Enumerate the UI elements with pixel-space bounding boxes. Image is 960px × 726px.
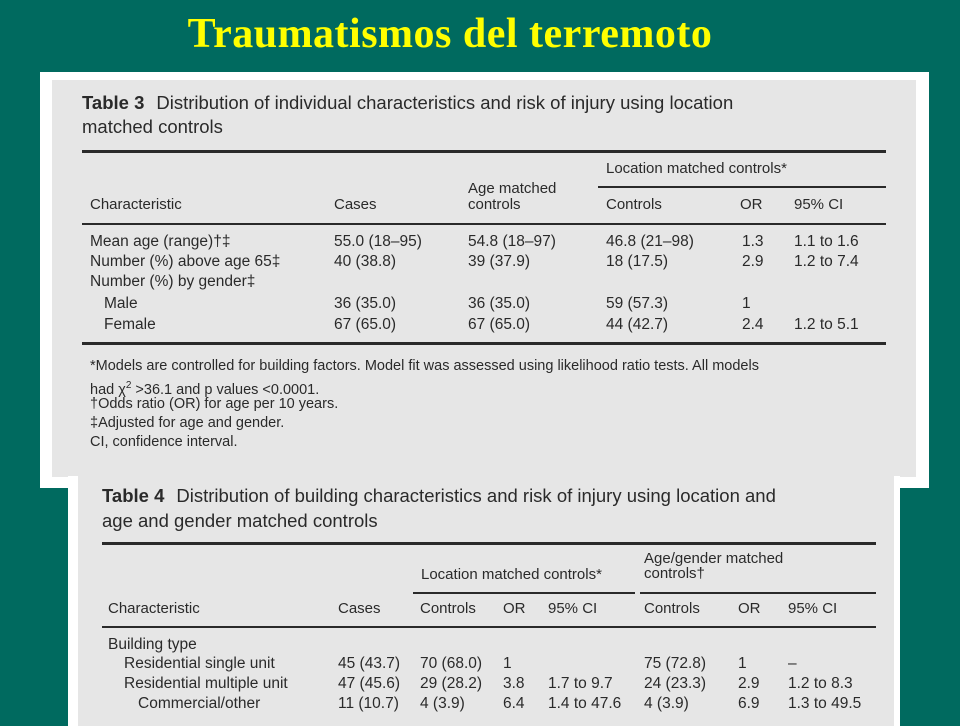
table4-cell-ci: 1.7 to 9.7	[548, 675, 613, 692]
table4-row-label: Commercial/other	[138, 695, 261, 712]
table4-header-rule	[102, 626, 876, 628]
table4-header-controls: Controls	[420, 600, 476, 617]
table4-row-label: Residential single unit	[124, 655, 275, 672]
table3-cell-ci: 1.1 to 1.6	[794, 233, 859, 250]
table3-row-label: Female	[104, 316, 156, 333]
table3-note-models: *Models are controlled for building factors. Model fit was assessed using likelihood ratio tests. All models	[90, 358, 759, 374]
table4-cell-ci2: –	[788, 655, 797, 672]
table4-cell-controls: 4 (3.9)	[420, 695, 465, 712]
table3-row-label: Mean age (range)†‡	[90, 233, 231, 250]
table3-row-label: Number (%) by gender‡	[90, 273, 256, 290]
slide-title: Traumatismos del terremoto	[187, 11, 713, 57]
table4-agegender-rule	[640, 592, 876, 594]
table3-note-chi-sup: 2	[125, 380, 132, 391]
table4-header-ci2: 95% CI	[788, 600, 838, 617]
table3-note-or: †Odds ratio (OR) for age per 10 years.	[90, 396, 339, 412]
table4-group-agegender: Age/gender matched	[644, 550, 784, 567]
table4-header-or2: OR	[738, 600, 761, 617]
table3-cell-age: 36 (35.0)	[468, 295, 531, 312]
table3-row-label: Male	[104, 295, 138, 312]
table3-note-adjusted: ‡Adjusted for age and gender.	[90, 415, 285, 431]
table3-cell-controls: 46.8 (21–98)	[606, 233, 694, 250]
table3-header-controls: Controls	[606, 196, 662, 213]
table4-cell-cases: 47 (45.6)	[338, 675, 401, 692]
table3-header-rule	[82, 223, 886, 225]
table4-cell-cases: 11 (10.7)	[338, 695, 399, 712]
table3-cell-or: 2.4	[742, 316, 764, 333]
table3-group-rule	[598, 186, 886, 188]
table3-cell-cases: 36 (35.0)	[334, 295, 397, 312]
table3-cell-controls: 59 (57.3)	[606, 295, 669, 312]
table4-cell-controls: 70 (68.0)	[420, 655, 483, 672]
table4-panel	[68, 476, 900, 726]
table3-cell-or: 1.3	[742, 233, 764, 250]
table4-label: Table 4	[102, 485, 165, 506]
table3-header-age-matched: Age matched	[468, 180, 557, 197]
table4-cell-controls2: 75 (72.8)	[644, 655, 707, 672]
table3-cell-age: 54.8 (18–97)	[468, 233, 556, 250]
table4-cell-controls: 29 (28.2)	[420, 675, 483, 692]
table4-header-characteristic: Characteristic	[108, 600, 200, 617]
table4-cell-controls2: 24 (23.3)	[644, 675, 707, 692]
table3-cell-cases: 67 (65.0)	[334, 316, 397, 333]
table3-cell-controls: 44 (42.7)	[606, 316, 669, 333]
table3-cell-or: 1	[742, 295, 751, 312]
table4-cell-or2: 1	[738, 655, 747, 672]
table3-panel	[40, 72, 929, 488]
table3-header-ci: 95% CI	[794, 196, 844, 213]
table4-cell-or: 6.4	[503, 695, 525, 712]
table3-header-or: OR	[740, 196, 763, 213]
table4-cell-or: 1	[503, 655, 512, 672]
table3-top-rule	[82, 150, 886, 153]
table4-cell-ci2: 1.3 to 49.5	[788, 695, 862, 712]
table3-header-cases: Cases	[334, 196, 377, 213]
table3-header-age-controls: controls	[468, 196, 521, 213]
table3-caption-line2: matched controls	[82, 116, 223, 137]
table4-caption-line1: Distribution of building characteristics and risk of injury using location and	[176, 485, 776, 506]
table4-cell-ci: 1.4 to 47.6	[548, 695, 622, 712]
table3-cell-ci: 1.2 to 5.1	[794, 316, 859, 333]
table4-location-rule	[413, 592, 635, 594]
table4-caption	[102, 485, 776, 507]
table4-body	[78, 476, 894, 726]
table4-cell-controls2: 4 (3.9)	[644, 695, 689, 712]
table4-cell-cases: 45 (43.7)	[338, 655, 401, 672]
table3-header-characteristic: Characteristic	[90, 196, 182, 213]
table3-cell-age: 39 (37.9)	[468, 253, 531, 270]
table3-label: Table 3	[82, 92, 145, 113]
table4-header-controls2: Controls	[644, 600, 700, 617]
table3-bottom-rule	[82, 342, 886, 345]
table3-note-chi-a: had χ	[90, 381, 126, 398]
table3-note-ci: CI, confidence interval.	[90, 434, 238, 450]
table3-cell-cases: 55.0 (18–95)	[334, 233, 422, 250]
table3-note-chi-b: >36.1 and p values <0.0001.	[131, 381, 320, 398]
table4-cell-or2: 2.9	[738, 675, 760, 692]
table4-group-agegender-controls: controls†	[644, 565, 705, 582]
table3-cell-ci: 1.2 to 7.4	[794, 253, 859, 270]
table3-cell-age: 67 (65.0)	[468, 316, 531, 333]
table3-cell-or: 2.9	[742, 253, 764, 270]
table4-caption-line2: age and gender matched controls	[102, 510, 378, 531]
table4-top-rule	[102, 542, 876, 545]
table3-caption-line1: Distribution of individual characteristics and risk of injury using location	[156, 92, 734, 113]
table4-cell-or2: 6.9	[738, 695, 760, 712]
table4-section-building-type: Building type	[108, 636, 197, 653]
table3-group-header: Location matched controls*	[606, 160, 787, 177]
table4-header-ci: 95% CI	[548, 600, 598, 617]
table3-cell-controls: 18 (17.5)	[606, 253, 669, 270]
table4-row-label: Residential multiple unit	[124, 675, 288, 692]
table4-group-location: Location matched controls*	[421, 566, 602, 583]
table3-caption	[82, 92, 733, 114]
table4-header-or: OR	[503, 600, 526, 617]
table3-cell-cases: 40 (38.8)	[334, 253, 397, 270]
table3-row-label: Number (%) above age 65‡	[90, 253, 281, 270]
table4-header-cases: Cases	[338, 600, 381, 617]
table4-cell-or: 3.8	[503, 675, 525, 692]
table4-cell-ci2: 1.2 to 8.3	[788, 675, 853, 692]
table3-body	[52, 80, 916, 477]
